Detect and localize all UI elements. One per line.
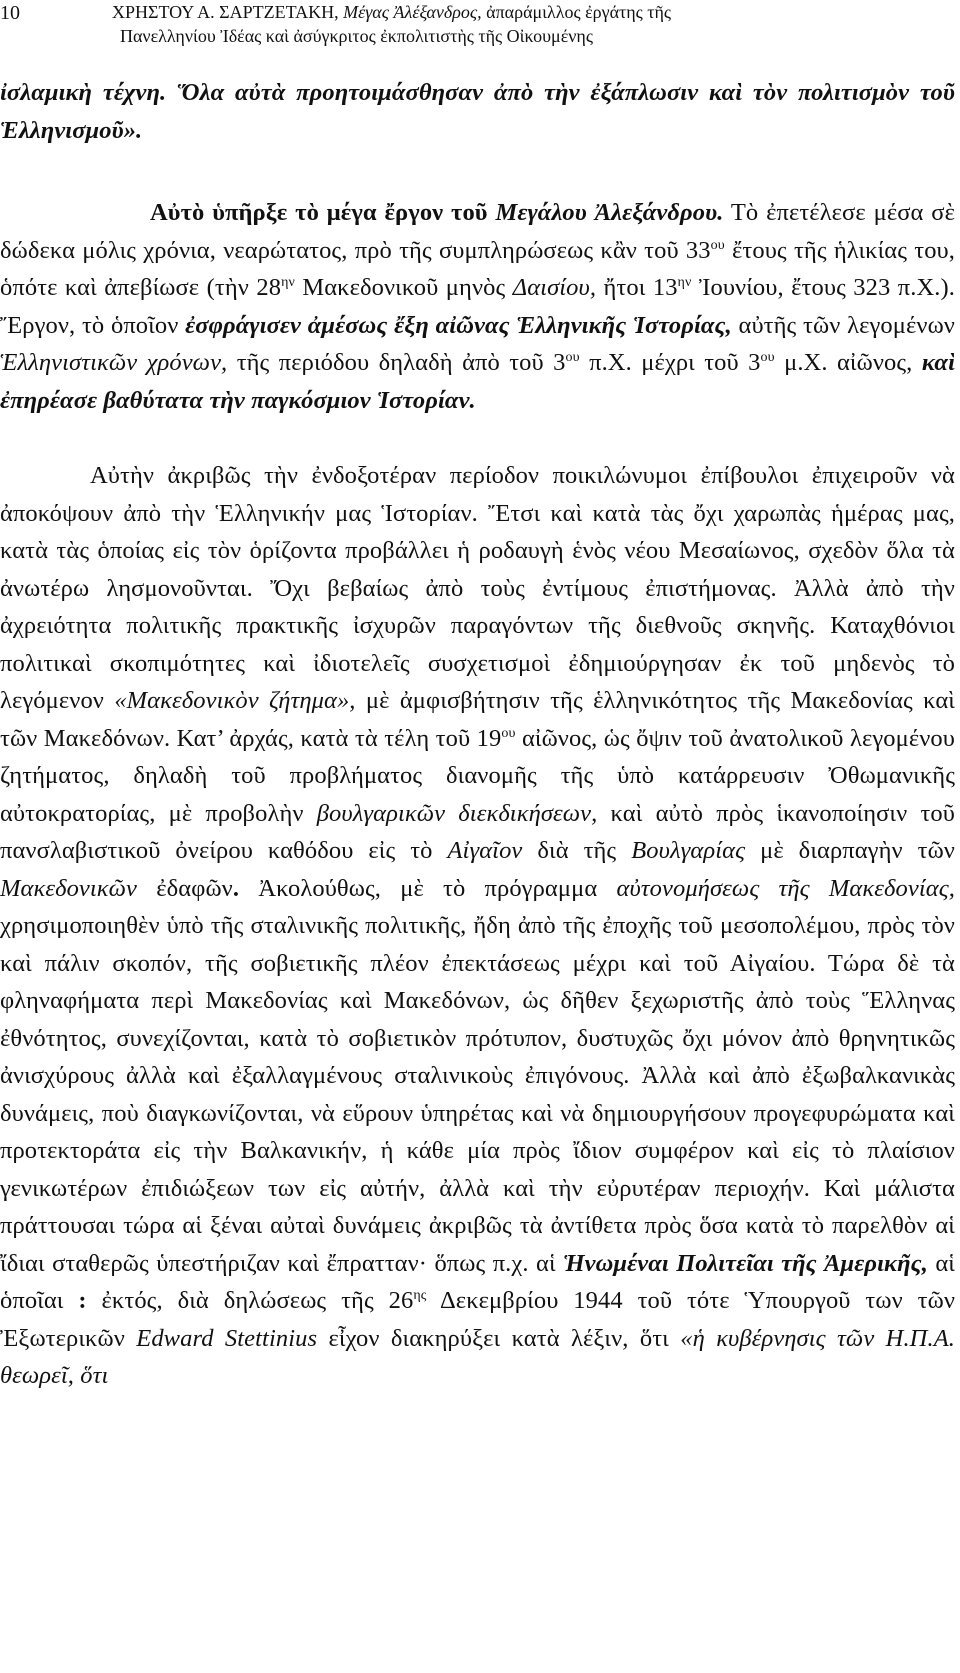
superscript: ου — [565, 350, 580, 365]
running-head-author: ΧΡΗΣΤΟΥ Α. ΣΑΡΤΖΕΤΑΚΗ, — [112, 2, 339, 22]
superscript: ου — [710, 237, 725, 253]
paragraph-3: Αὐτὴν ἀκριβῶς τὴν ἐνδοξοτέραν περίοδον ποικιλώνυμοι ἐπίβουλοι ἐπιχειροῦν νὰ ἀποκόψουν ἀπὸ τὴν Ἑλληνικήν μας Ἱστορίαν. Ἔτσι καὶ κατὰ τὰς ὄχι χαρωπὰς ἡμέρας μας, κατὰ τὰς ὁποίας εἰς τὸν ὁρίζοντα προβάλλει ἡ ροδαυγὴ ἑνὸς νέου Μεσαίωνος, σχεδὸν ὅλα τὰ ἀνωτέρω λησμονοῦνται. Ὄχι βεβαίως ἀπὸ τοὺς ἐντίμους ἐπιστήμονας. Ἀλλὰ ἀπὸ τὴν ἀχρειότητα πολιτικῆς πρακτικῆς ἰσχυρῶν παραγόντων τῆς διεθνοῦς σκηνῆς. Καταχθόνιοι πολιτικαὶ σκοπιμότητες καὶ ἰδιοτελεῖς συσχετισμοὶ ἐδημιούργησαν ἐκ τοῦ μηδενὸς τὸ λεγόμενον «Μακεδονικὸν ζήτημα», μὲ ἀμφισβήτησιν τῆς ἑλληνικότητος τῆς Μακεδονίας καὶ τῶν Μακεδόνων. Κατ’ ἀρχάς, κατὰ τὰ τέλη τοῦ $19^{o\upsilon}$ αἰῶνος, ὡς ὄψιν τοῦ ἀνατολικοῦ λεγομένου ζητήματος, δηλαδὴ τοῦ προβλήματος διανομῆς τῆς ὑπὸ κατάρρευσιν Ὀθωμανικῆς αὐτοκρατορίας, μὲ προβολὴν βουλγαρικῶν διεκδικήσεων, καὶ αὐτὸ πρὸς ἱκανοποίησιν τοῦ πανσλαβιστικοῦ ὀνείρου καθόδου εἰς τὸ Αἰγαῖον διὰ τῆς Βουλγαρίας μὲ διαρπαγὴν τῶν Μακεδονικῶν ἐδαφῶν. Ἀκολούθως, μὲ τὸ πρόγραμμα αὐτονομήσεως τῆς Μακεδονίας, χρησιμοποιηθὲν ὑπὸ τῆς σταλινικῆς πολιτικῆς, ἤδη ἀπὸ τῆς ἐποχῆς τοῦ μεσοπολέμου, πρὸς τὸν καὶ πάλιν σκοπόν, τῆς σοβιετικῆς πλέον ἐπεκτάσεως μέχρι καὶ τοῦ Αἰγαίου. Τώρα δὲ τὰ φληναφήματα περὶ Μακεδονίας καὶ Μακεδόνων, ὡς δῆθεν ξεχωριστῆς ἀπὸ τοὺς Ἕλληνας ἐθνότητος, συνεχίζονται, κατὰ τὸ σοβιετικὸν πρότυπον, δυστυχῶς ὄχι μόνον ἀπὸ θρηνητικῶς ἀνισχύρους ἀλλὰ καὶ ἐξαλλαγμένους σταλινικοὺς ἐπιγόνους. Ἀλλὰ καὶ ἀπὸ ἐξωβαλκανικὰς δυνάμεις, ποὺ διαγκωνίζονται, νὰ εὕρουν ὑπηρέτας καὶ νὰ δημιουργήσουν προγεφυρώματα καὶ προτεκτοράτα εἰς τὴν Βαλκανικήν, ἡ κάθε μία πρὸς ἴδιον συμφέρον καὶ εἰς τὸ πλαίσιον γενικωτέρων ἐπιδιώξεων των εἰς αὐτήν, ἀλλὰ καὶ τὴν εὐρυτέραν περιοχήν. Καὶ μάλιστα πράττουσαι τώρα αἱ ξέναι αὐταὶ δυνάμεις ἀκριβῶς τὰ ἀντίθετα πρὸς ὅσα κατὰ τὸ παρελθὸν αἱ ἴδιαι σταθερῶς ὑπεστήριζαν καὶ ἔπρατταν· ὅπως π.χ. αἱ Ἡνωμέναι Πολιτεῖαι τῆς Ἀμερικῆς, αἱ ὁποῖαι : ἐκτός, διὰ δηλώσεως τῆς $26^{\eta\varsigma}$ Δεκεμβρίου 1944 τοῦ τότε Ὑπουργοῦ των τῶν Ἐξωτερικῶν Edward Stettinius εἶχον διακηρύξει κατὰ λέξιν, ὅτι «ἡ κυβέρνησις τῶν Η.Π.Α. θεωρεῖ, ὅτι — [0, 462, 955, 1389]
paragraph-1: ἰσλαμικὴ τέχνη. Ὅλα αὐτὰ προητοιμάσθησαν ἀπὸ τὴν ἐξάπλωσιν καὶ τὸν πολιτισμὸν τοῦ Ἑλληνισμοῦ». — [0, 79, 955, 144]
running-head-line2: Πανελληνίου Ἰδέας καὶ ἀσύγκριτος ἐκπολιτιστὴς τῆς Οἰκουμένης — [120, 26, 593, 46]
running-head-title: Μέγας Ἀλέξανδρος, — [343, 2, 482, 22]
superscript: ης — [413, 1288, 427, 1303]
paragraph-2: Αὐτὸ ὑπῆρξε τὸ μέγα ἔργον τοῦ Μεγάλου Ἀλεξάνδρου. Τὸ ἐπετέλεσε μέσα σὲ δώδεκα μόλις χρόνια, νεαρώτατος, πρὸ τῆς συμπληρώσεως κἂν τοῦ $33^{o\upsilon}$ ἔτους τῆς ἡλικίας του, ὁπότε καὶ ἀπεβίωσε (τὴν $28^{\eta\nu}$ Μακεδονικοῦ μηνὸς Δαισίου, ἤτοι $13^{\eta\nu}$ Ἰουνίου, ἔτους 323 π.Χ.). Ἔργον, τὸ ὁποῖον ἐσφράγισεν ἀμέσως ἔξη αἰῶνας Ἑλληνικῆς Ἱστορίας, αὐτῆς τῶν λεγομένων Ἑλληνιστικῶν χρόνων, τῆς περιόδου δηλαδὴ ἀπὸ τοῦ $3^{o\upsilon}$ π.Χ. μέχρι τοῦ $3^{o\upsilon}$ μ.Χ. αἰῶνος, καὶ ἐπηρέασε βαθύτατα τὴν παγκόσμιον Ἱστορίαν. — [0, 199, 955, 414]
page-number: 10 — [0, 2, 20, 24]
page-header — [0, 0, 930, 52]
running-head — [112, 0, 862, 48]
body-text — [0, 74, 955, 1395]
superscript: ην — [677, 275, 692, 290]
running-head-title-rest: ἀπαράμιλλος ἐργάτης τῆς — [486, 2, 672, 22]
emphasis: ἐσφράγισεν ἀμέσως ἔξη αἰῶνας Ἑλληνικῆς Ἱστορίας, — [185, 311, 732, 339]
emphasis: Ἡνωμέναι Πολιτεῖαι τῆς Ἀμερικῆς, — [563, 1249, 928, 1277]
paragraph-gap — [0, 149, 955, 194]
bold-lead: Αὐτὸ ὑπῆρξε τὸ μέγα ἔργον τοῦ — [150, 199, 488, 226]
superscript: ου — [501, 725, 516, 741]
paragraph-gap — [0, 419, 955, 457]
superscript: ου — [760, 350, 775, 365]
superscript: ην — [281, 275, 295, 290]
bold-italic-lead: Μεγάλου Ἀλεξάνδρου. — [495, 199, 724, 226]
emphasis: καὶ ἐπηρέασε βαθύτατα τὴν παγκόσμιον Ἱστορίαν. — [0, 349, 955, 414]
